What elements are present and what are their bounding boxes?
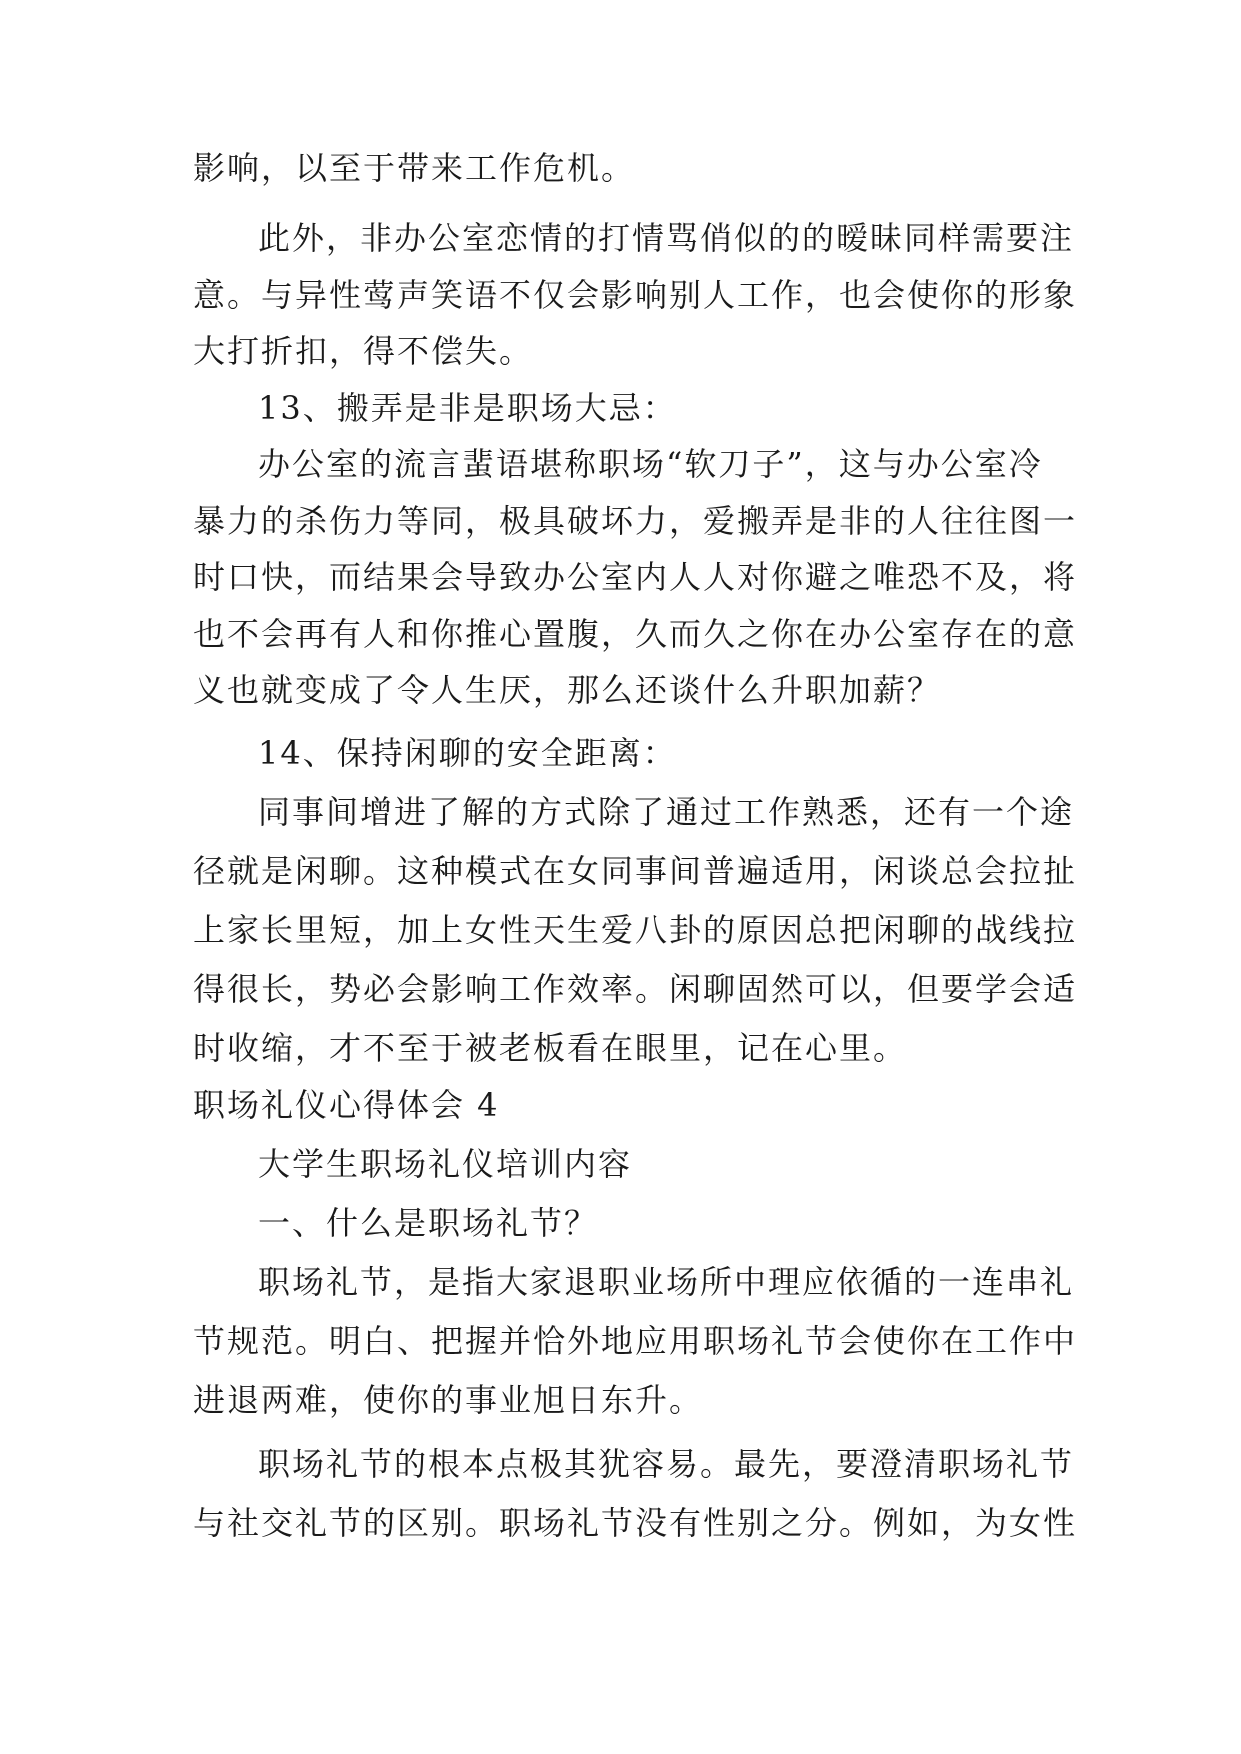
text-line-10: 义也就变成了令人生厌，那么还谈什么升职加薪？: [193, 671, 942, 709]
text-line-24: 与社交礼节的区别。职场礼节没有性别之分。例如，为女性: [193, 1504, 1078, 1542]
text-line-21: 节规范。明白、把握并恰外地应用职场礼节会使你在工作中: [193, 1322, 1078, 1360]
text-line-8: 时口快，而结果会导致办公室内人人对你避之唯恐不及，将: [193, 558, 1078, 596]
article-title: 职场礼仪心得体会 4: [193, 1086, 500, 1124]
text-line-4: 大打折扣，得不偿失。: [193, 332, 534, 370]
text-line-23: 职场礼节的根本点极其犹容易。最先，要澄清职场礼节: [258, 1445, 1075, 1483]
text-line-14: 上家长里短，加上女性天生爱八卦的原因总把闲聊的战线拉: [193, 911, 1078, 949]
training-heading: 大学生职场礼仪培训内容: [258, 1145, 633, 1183]
text-line-20: 职场礼节，是指大家退职业场所中理应依循的一连串礼: [258, 1263, 1075, 1301]
text-line-9: 也不会再有人和你推心置腹，久而久之你在办公室存在的意: [193, 615, 1078, 653]
section-heading-13: 13、搬弄是非是职场大忌：: [258, 389, 677, 427]
text-line-7: 暴力的杀伤力等同，极具破坏力，爱搬弄是非的人往往图一: [193, 502, 1078, 540]
text-line-3: 意。与异性莺声笑语不仅会影响别人工作，也会使你的形象: [193, 276, 1078, 314]
text-line-15: 得很长，势必会影响工作效率。闲聊固然可以，但要学会适: [193, 970, 1078, 1008]
text-line-22: 进退两难，使你的事业旭日东升。: [193, 1381, 704, 1419]
section-heading-14: 14、保持闲聊的安全距离：: [258, 734, 677, 772]
text-line-13: 径就是闲聊。这种模式在女同事间普遍适用，闲谈总会拉扯: [193, 852, 1078, 890]
text-line-12: 同事间增进了解的方式除了通过工作熟悉，还有一个途: [258, 793, 1075, 831]
text-line-1: 影响，以至于带来工作危机。: [193, 149, 636, 187]
text-line-16: 时收缩，才不至于被老板看在眼里，记在心里。: [193, 1029, 908, 1067]
text-line-6: 办公室的流言蜚语堪称职场“软刀子”，这与办公室冷: [258, 445, 1043, 483]
question-heading: 一、什么是职场礼节？: [258, 1204, 599, 1242]
text-line-2: 此外，非办公室恋情的打情骂俏似的的暧昧同样需要注: [258, 219, 1075, 257]
